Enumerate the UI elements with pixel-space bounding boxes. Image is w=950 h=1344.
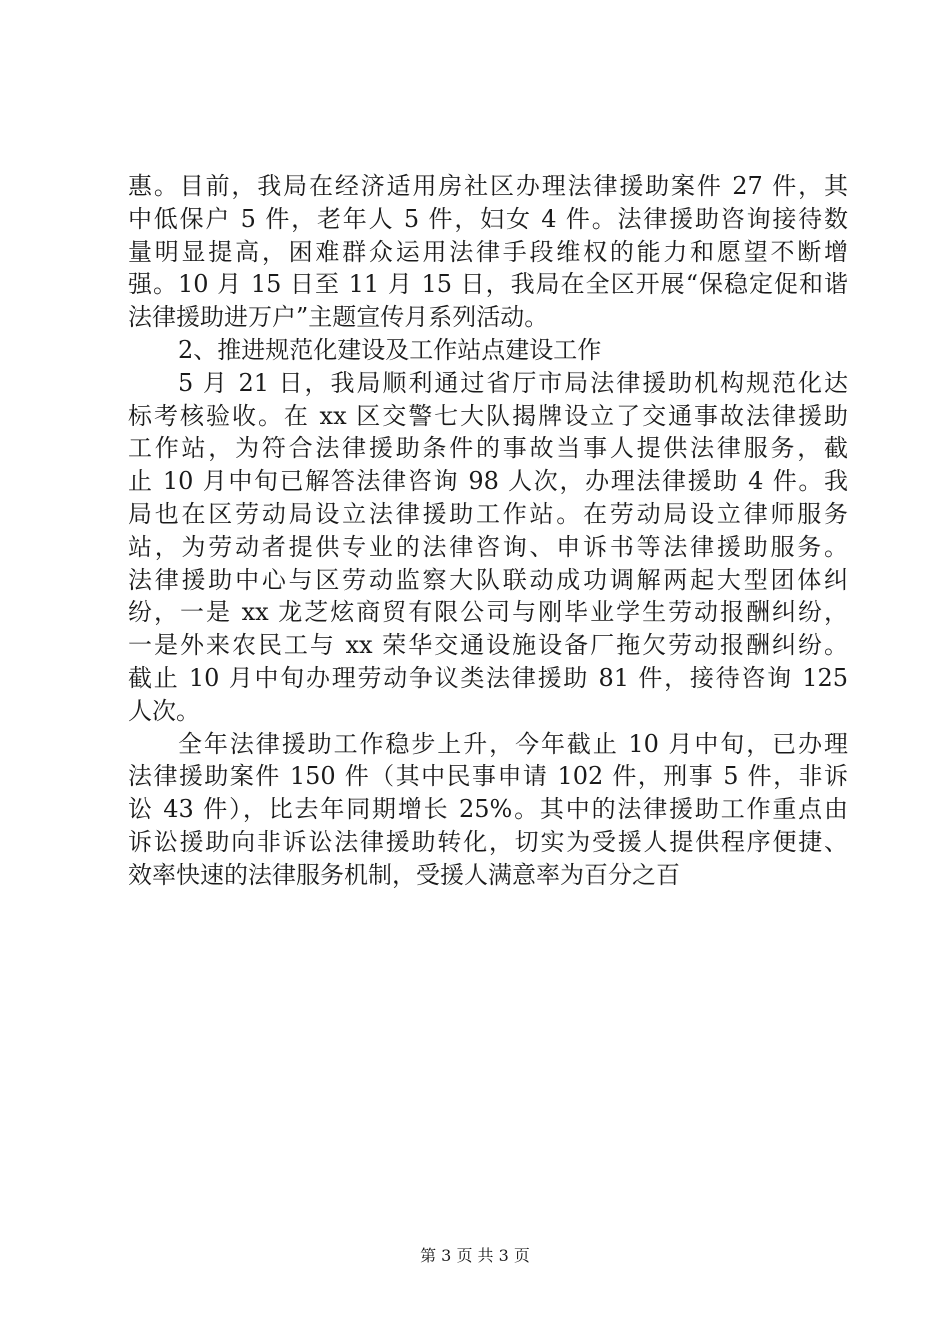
text-line: 中低保户 5 件，老年人 5 件，妇女 4 件。法律援助咨询接待数 [128, 204, 848, 233]
text-line: 局也在区劳动局设立法律援助工作站。在劳动局设立律师服务 [128, 499, 848, 528]
text-line: 全年法律援助工作稳步上升，今年截止 10 月中旬，已办理 [178, 729, 848, 758]
text-line: 量明显提高，困难群众运用法律手段维权的能力和愿望不断增 [128, 237, 848, 266]
text-line: 人次。 [128, 696, 200, 725]
text-line: 法律援助中心与区劳动监察大队联动成功调解两起大型团体纠 [128, 565, 848, 594]
document-body [128, 170, 848, 892]
section-heading: 2、推进规范化建设及工作站点建设工作 [178, 335, 602, 364]
text-line: 一是外来农民工与 xx 荣华交通设施设备厂拖欠劳动报酬纠纷。 [128, 631, 848, 660]
text-line: 标考核验收。在 xx 区交警七大队揭牌设立了交通事故法律援助 [128, 401, 848, 430]
text-line: 法律援助进万户”主题宣传月系列活动。 [128, 303, 549, 332]
text-line: 强。10 月 15 日至 11 月 15 日，我局在全区开展“保稳定促和谐 [128, 270, 848, 299]
page-number-footer: 第 3 页 共 3 页 [420, 1246, 530, 1265]
text-line: 纷，一是 xx 龙芝炫商贸有限公司与刚毕业学生劳动报酬纠纷， [128, 598, 848, 627]
text-line: 5 月 21 日，我局顺利通过省厅市局法律援助机构规范化达 [178, 368, 848, 397]
text-line: 站，为劳动者提供专业的法律咨询、申诉书等法律援助服务。 [128, 532, 848, 561]
text-line: 效率快速的法律服务机制，受援人满意率为百分之百 [128, 860, 680, 889]
text-line: 诉讼援助向非诉讼法律援助转化，切实为受援人提供程序便捷、 [128, 827, 848, 856]
text-line: 讼 43 件），比去年同期增长 25%。其中的法律援助工作重点由 [128, 795, 848, 824]
text-line: 法律援助案件 150 件（其中民事申请 102 件，刑事 5 件，非诉 [128, 762, 848, 791]
text-line: 工作站，为符合法律援助条件的事故当事人提供法律服务，截 [128, 434, 848, 463]
text-line: 截止 10 月中旬办理劳动争议类法律援助 81 件，接待咨询 125 [128, 663, 848, 692]
text-line: 止 10 月中旬已解答法律咨询 98 人次，办理法律援助 4 件。我 [128, 467, 848, 496]
text-line: 惠。目前，我局在经济适用房社区办理法律援助案件 27 件，其 [128, 172, 848, 200]
